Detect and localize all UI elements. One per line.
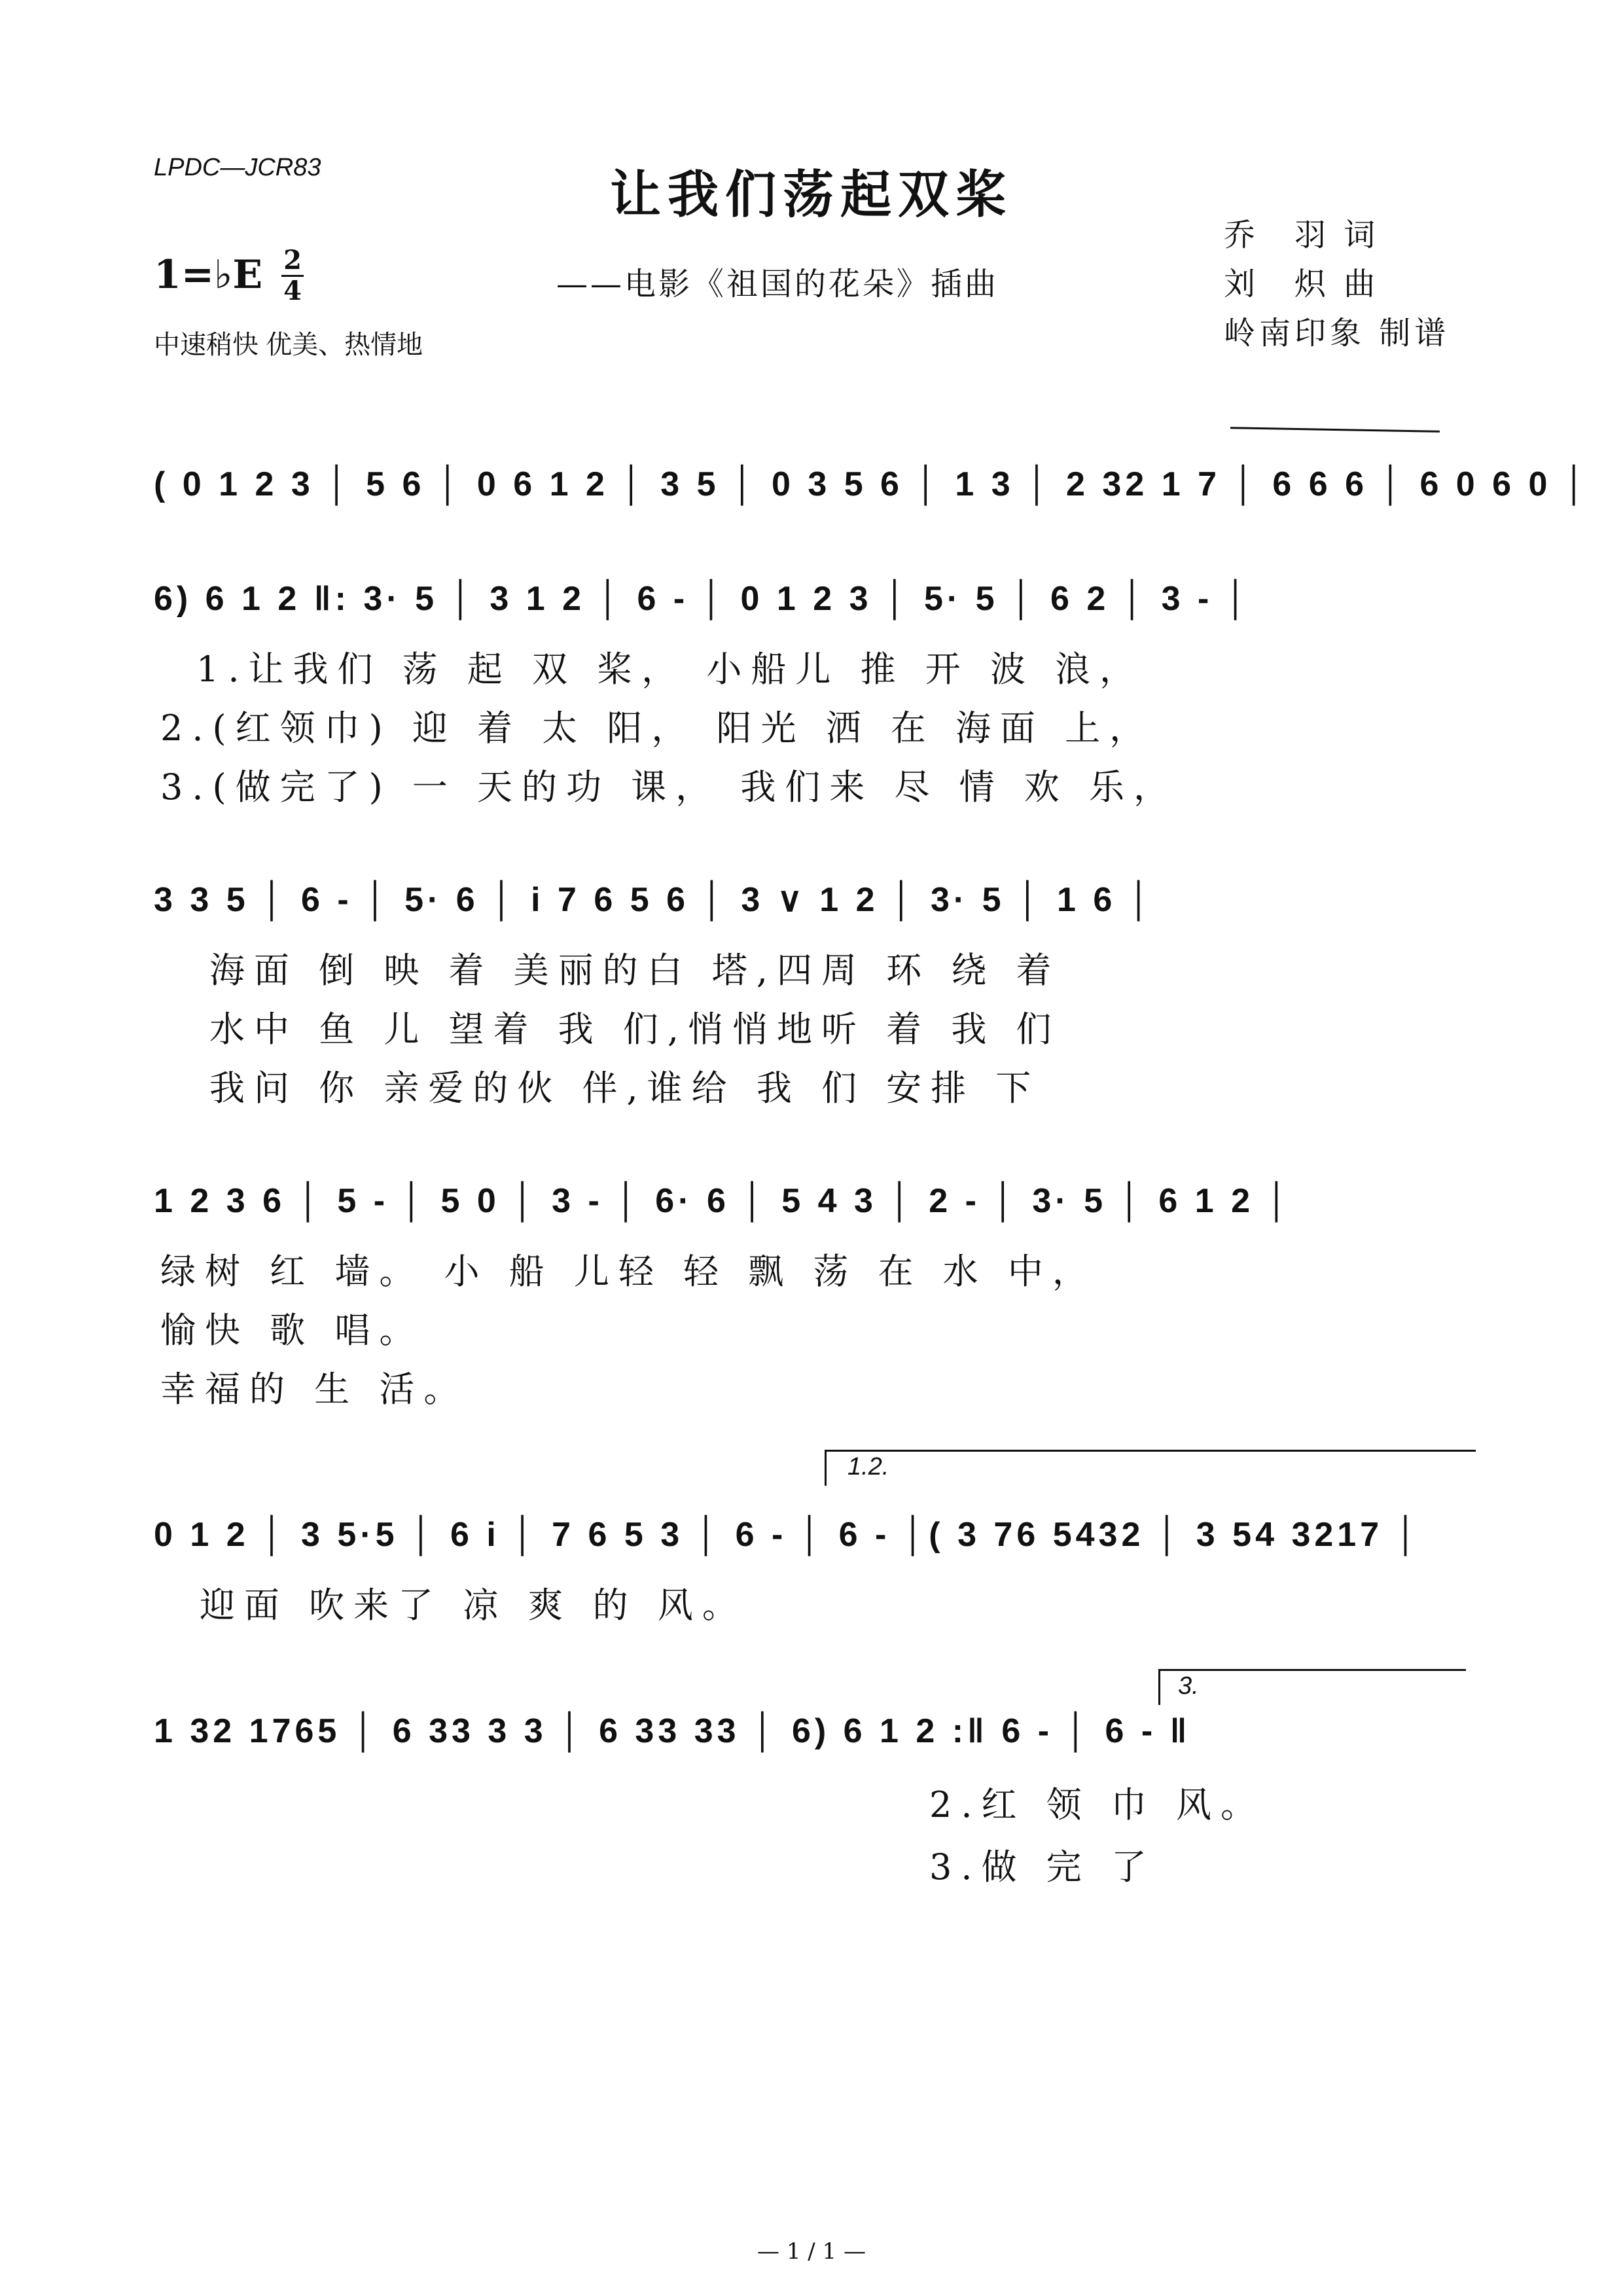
time-signature-bottom: 4 <box>283 276 302 306</box>
composer-credit: 刘 炽 曲 <box>1224 266 1380 302</box>
lyric-line-4-verse-1: 绿树 红 墙。 小 船 儿轻 轻 飘 荡 在 水 中， <box>160 1251 1097 1292</box>
document-code: LPDC—JCR83 <box>154 154 321 181</box>
time-signature-top: 2 <box>283 245 302 276</box>
lyric-line-5: 迎面 吹来了 凉 爽 的 风。 <box>200 1585 747 1626</box>
key-signature: 1=♭E <box>154 252 263 298</box>
notation-line-2: 6) 6 1 2 ‖: 3· 5 │ 3 1 2 │ 6 - │ 0 1 2 3 │ 5· 5 │ 6 2 │ 3 - │ <box>154 580 1252 618</box>
lyric-line-6-verse-2: 2.红 领 巾 风。 <box>929 1784 1266 1825</box>
lyric-line-3-verse-1: 海面 倒 映 着 美丽的白 塔,四周 环 绕 着 <box>209 950 1061 991</box>
notation-line-5: 0 1 2 │ 3 5·5 │ 6 i │ 7 6 5 3 │ 6 - │ 6 - │( 3 76 5432 │ 3 54 3217 │ <box>154 1516 1422 1554</box>
lyric-line-2-verse-2: 2.(红领巾) 迎 着 太 阳， 阳光 洒 在 海面 上， <box>160 708 1154 749</box>
song-subtitle: ——电影《祖国的花朵》插曲 <box>556 266 999 302</box>
tempo-marking: 中速稍快 优美、热情地 <box>154 331 423 359</box>
lyric-line-2-verse-3: 3.(做完了) 一 天的功 课， 我们来 尽 情 欢 乐， <box>160 766 1178 808</box>
notation-line-4: 1 2 3 6 │ 5 - │ 5 0 │ 3 - │ 6· 6 │ 5 4 3 │ 2 - │ 3· 5 │ 6 1 2 │ <box>154 1182 1293 1220</box>
volta-1-2-bracket-edge <box>825 1450 827 1486</box>
lyricist-credit: 乔 羽 词 <box>1224 217 1380 253</box>
lyric-line-4-verse-2: 愉快 歌 唱。 <box>160 1310 424 1351</box>
arranger-credit: 岭南印象 制谱 <box>1224 315 1450 351</box>
lyric-line-6-verse-3: 3.做 完 了 <box>929 1846 1156 1888</box>
volta-3-bracket-edge <box>1158 1669 1160 1705</box>
notation-line-1: ( 0 1 2 3 │ 5 6 │ 0 6 1 2 │ 3 5 │ 0 3 5 6 │ 1 3 │ 2 32 1 7 │ 6 6 6 │ 6 0 6 0 │ <box>154 465 1590 503</box>
volta-1-2-bracket <box>825 1450 1476 1452</box>
volta-3-bracket <box>1158 1669 1466 1671</box>
notation-line-6: 1 32 1765 │ 6 33 3 3 │ 6 33 33 │ 6) 6 1 2 :‖ 6 - │ 6 - ‖ <box>154 1712 1191 1750</box>
page-number: — 1 / 1 — <box>757 2238 866 2265</box>
time-signature <box>281 247 304 304</box>
notation-line-3: 3 3 5 │ 6 - │ 5· 6 │ i 7 6 5 6 │ 3 ∨ 1 2 │ 3· 5 │ 1 6 │ <box>154 881 1155 919</box>
volta-1-2-label: 1.2. <box>847 1453 889 1480</box>
lyric-line-2-verse-1: 1.让我们 荡 起 双 桨， 小船儿 推 开 波 浪， <box>196 649 1145 690</box>
crescendo-hairpin <box>1230 427 1440 433</box>
lyric-line-3-verse-3: 我问 你 亲爱的伙 伴,谁给 我 们 安排 下 <box>209 1067 1041 1109</box>
song-title: 让我们荡起双桨 <box>609 165 1013 224</box>
volta-3-label: 3. <box>1178 1672 1199 1700</box>
lyric-line-4-verse-3: 幸福的 生 活。 <box>160 1369 469 1410</box>
lyric-line-3-verse-2: 水中 鱼 儿 望着 我 们,悄悄地听 着 我 们 <box>209 1009 1061 1050</box>
